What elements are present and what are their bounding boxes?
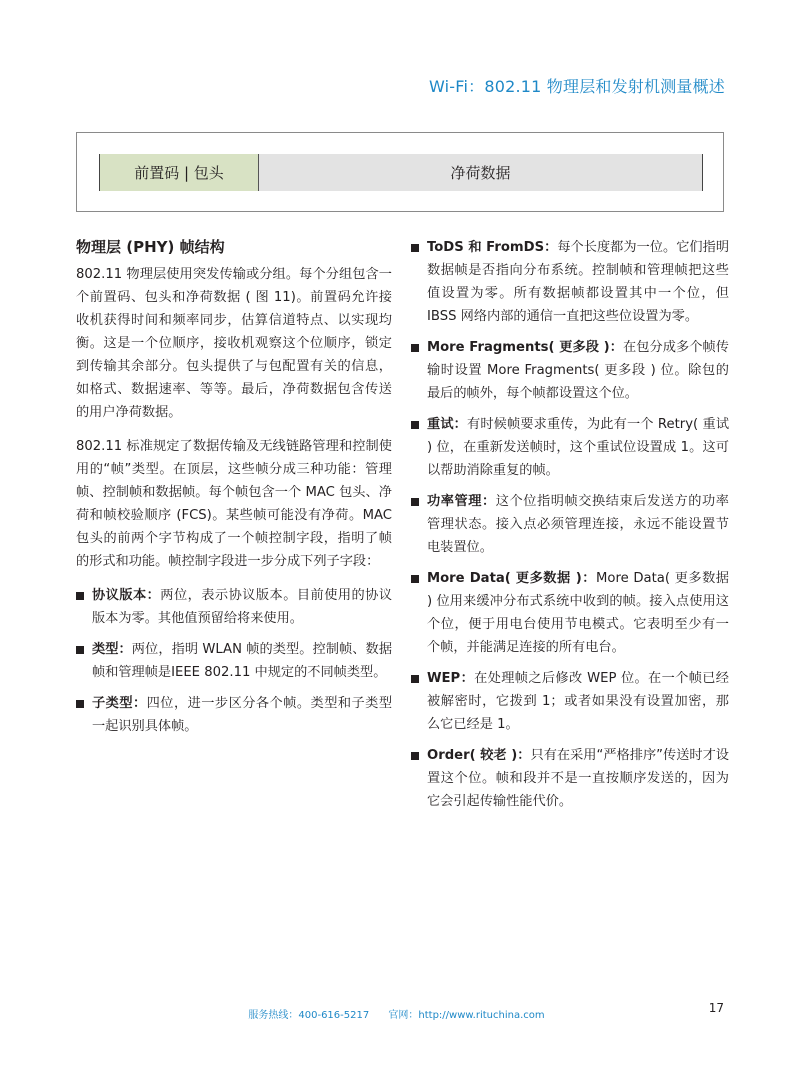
term-text: More Data( 更多数据 ) 位用来缓冲分布式系统中收到的帧。接入点使用这个位，便于用电台使用节电模式。它表明至少有一个帧，并能满足连接的所有电台。 bbox=[427, 571, 729, 655]
payload-segment: 净荷数据 bbox=[259, 154, 702, 191]
left-column bbox=[76, 236, 392, 746]
bullet-square-icon bbox=[411, 575, 419, 583]
bullet-square-icon bbox=[411, 498, 419, 506]
bullet-square-icon bbox=[76, 700, 84, 708]
phy-frame-diagram bbox=[99, 154, 703, 191]
list-item bbox=[76, 692, 392, 738]
term-label: 重试： bbox=[427, 417, 467, 432]
term-label: ToDS 和 FromDS： bbox=[427, 240, 558, 255]
page-number: 17 bbox=[708, 1001, 724, 1015]
term-text: 在处理帧之后修改 WEP 位。在一个帧已经被解密时，它拨到 1；或者如果没有设置加密，那么它已经是 1。 bbox=[427, 671, 729, 732]
bullet-square-icon bbox=[411, 675, 419, 683]
list-item bbox=[411, 413, 729, 482]
list-item bbox=[411, 667, 729, 736]
preamble-header-segment: 前置码 | 包头 bbox=[100, 154, 259, 191]
bullet-list bbox=[411, 236, 729, 813]
paragraph: 802.11 物理层使用突发传输或分组。每个分组包含一个前置码、包头和净荷数据 ( 图 11)。前置码允许接收机获得时间和频率同步，估算信道特点、以实现均衡。这是一个位顺序，接收机观察这个位顺序，锁定到传输其余部分。包头提供了与包配置有关的信息，如格式、数据速率、等等。最后，净荷数据包含传送的用户净荷数据。 bbox=[76, 267, 392, 420]
bullet-square-icon bbox=[76, 646, 84, 654]
term-label: More Fragments( 更多段 )： bbox=[427, 340, 623, 355]
bullet-square-icon bbox=[411, 244, 419, 252]
frame-structure-figure bbox=[76, 132, 724, 212]
term-label: 功率管理： bbox=[427, 494, 496, 509]
bullet-square-icon bbox=[411, 752, 419, 760]
term-label: 类型： bbox=[92, 642, 132, 657]
term-text: 有时候帧要求重传，为此有一个 Retry( 重试 ) 位，在重新发送帧时，这个重试位设置成 1。这可以帮助消除重复的帧。 bbox=[427, 417, 730, 478]
page-footer bbox=[0, 1006, 793, 1021]
term-label: 协议版本： bbox=[92, 588, 161, 603]
list-item bbox=[411, 567, 729, 659]
list-item bbox=[411, 490, 729, 559]
paragraph: 802.11 标准规定了数据传输及无线链路管理和控制使用的“帧”类型。在顶层，这些帧分成三种功能：管理帧、控制帧和数据帧。每个帧包含一个 MAC 包头、净荷和帧校验顺序 (FCS)。某些帧可能没有净荷。MAC 包头的前两个字节构成了一个帧控制字段，指明了帧的形式和功能。帧控制字段进一步分成下列子字段： bbox=[76, 439, 392, 569]
term-text: 这个位指明帧交换结束后发送方的功率管理状态。接入点必须管理连接，永远不能设置节电装置位。 bbox=[427, 494, 729, 555]
bullet-square-icon bbox=[411, 344, 419, 352]
term-text: 每个长度都为一位。它们指明数据帧是否指向分布系统。控制帧和管理帧把这些值设置为零。所有数据帧都设置其中一个位，但 IBSS 网络内部的通信一直把这些位设置为零。 bbox=[427, 240, 730, 324]
term-text: 在包分成多个帧传输时设置 More Fragments( 更多段 ) 位。除包的最后的帧外，每个帧都设置这个位。 bbox=[427, 340, 729, 401]
list-item bbox=[411, 236, 729, 328]
right-column bbox=[411, 236, 729, 821]
term-label: Order( 较老 )： bbox=[427, 748, 531, 763]
term-text: 两位，指明 WLAN 帧的类型。控制帧、数据帧和管理帧是IEEE 802.11 中规定的不同帧类型。 bbox=[92, 642, 393, 680]
term-label: WEP： bbox=[427, 671, 475, 686]
bullet-square-icon bbox=[411, 421, 419, 429]
bullet-list bbox=[76, 584, 392, 738]
section-heading: 物理层 (PHY) 帧结构 bbox=[76, 238, 225, 256]
bullet-square-icon bbox=[76, 592, 84, 600]
website-link[interactable]: 官网：http://www.rituchina.com bbox=[388, 1010, 545, 1021]
list-item bbox=[411, 336, 729, 405]
list-item bbox=[76, 584, 392, 630]
term-label: More Data( 更多数据 )： bbox=[427, 571, 596, 586]
term-text: 两位，表示协议版本。目前使用的协议版本为零。其他值预留给将来使用。 bbox=[92, 588, 393, 626]
service-hotline: 服务热线：400-616-5217 bbox=[248, 1010, 370, 1021]
term-text: 只有在采用“严格排序”传送时才设置这个位。帧和段并不是一直按顺序发送的，因为它会引起传输性能代价。 bbox=[427, 748, 729, 809]
term-text: 四位，进一步区分各个帧。类型和子类型一起识别具体帧。 bbox=[92, 696, 393, 734]
list-item bbox=[411, 744, 729, 813]
page-header-title: Wi-Fi：802.11 物理层和发射机测量概述 bbox=[428, 77, 725, 96]
term-label: 子类型： bbox=[92, 696, 147, 711]
list-item bbox=[76, 638, 392, 684]
